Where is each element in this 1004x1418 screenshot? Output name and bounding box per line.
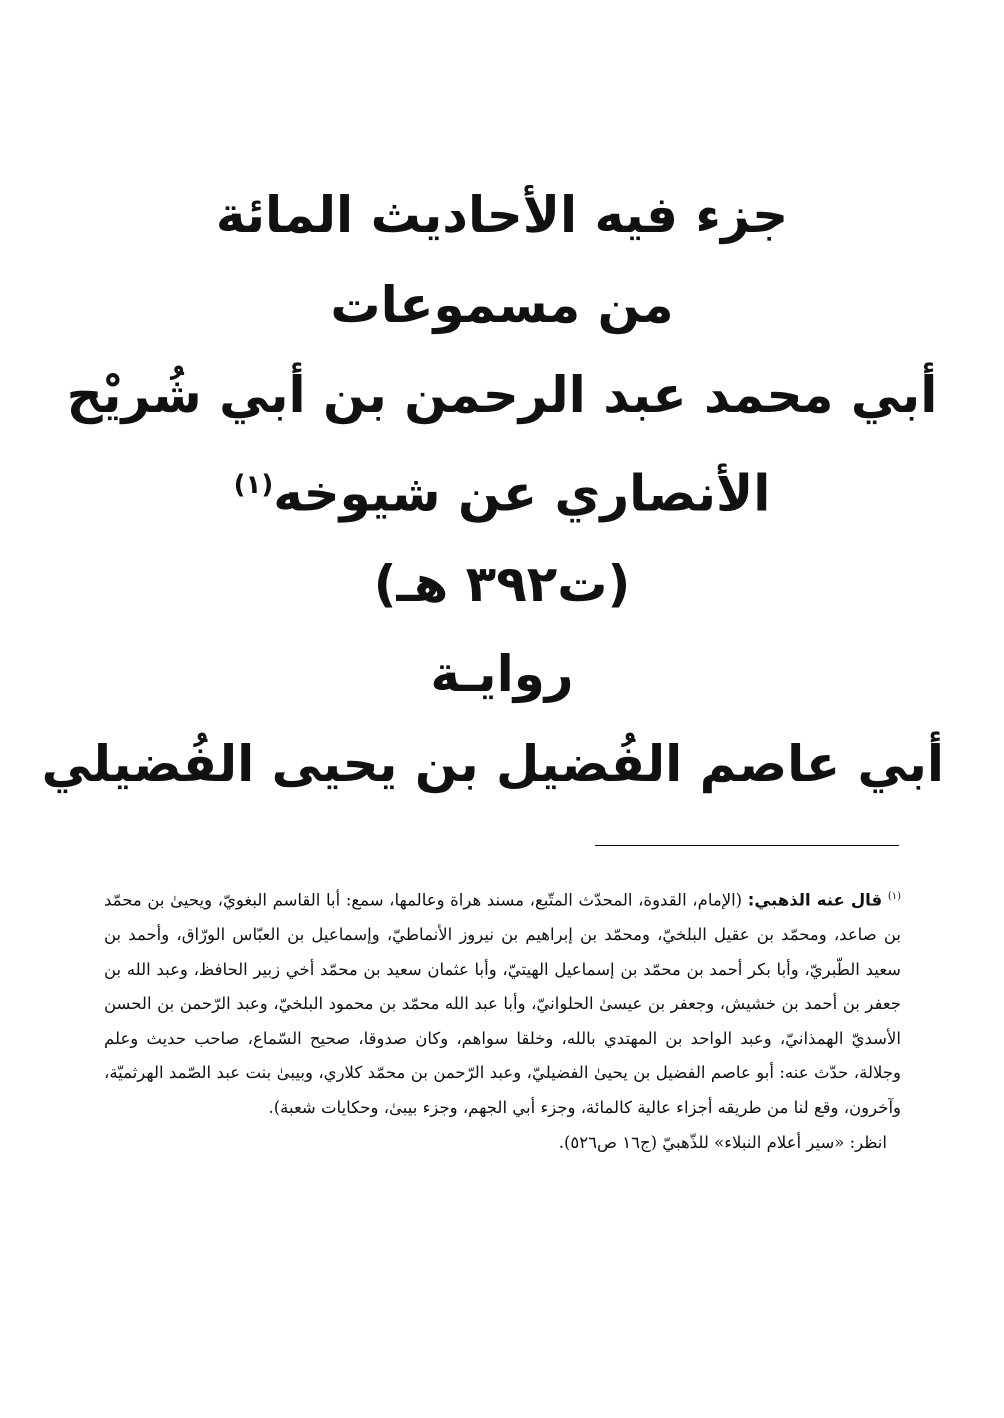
footnote-separator	[595, 845, 899, 846]
title-line-2: من مسموعات	[330, 276, 674, 334]
footnote-reference: انظر: «سير أعلام النبلاء» للذّهبيّ (ج١٦ ص٥٢٦).	[558, 1132, 887, 1152]
title-line-1: جزء فيه الأحاديث المائة	[215, 186, 789, 244]
footnote-body: (الإمام، القدوة، المحدّث المتّبع، مسند هراة وعالمها، سمع: أبا القاسم البغويّ، ويحيىٰ بن محمّد بن صاعد، ومحمّد بن عقيل البلخيّ، ومحمّد بن إبراهيم بن نيروز الأنماطيّ، وإسماعيل بن العبّاس الورّاق، وأحمد بن سعيد الطّبريّ، وأبا بكر أحمد بن محمّد بن إسماعيل الهيتيّ، وأبا عثمان سعيد بن محمّد أخي زبير الحافظ، وعبد الله بن جعفر بن أحمد بن خشيش، وجعفر بن عيسىٰ الحلوانيّ، وأبا عبد الله محمّد بن محمود البلخيّ، وعبد الرّحمن بن الحسن الأسديّ الهمذانيّ، وعبد الواحد بن المهتدي بالله، وخلقا سواهم، وكان صدوقا، صحيح السّماع، صاحب حديث وعلم وجلالة، حدّث عنه: أبو عاصم الفضيل بن يحيىٰ الفضيليّ، وعبد الرّحمن بن محمّد كلاري، وبيبىٰ بنت عبد الصّمد الهرثميّة، وآخرون، وقع لنا من طريقه أجزاء عالية كالمائة، وجزء أبي الجهم، وجزء بيبىٰ، وحكايات شعبة).	[104, 890, 901, 1118]
title-line-7: أبي عاصم الفُضيل بن يحيى الفُضيلي	[41, 734, 944, 793]
footnote	[104, 880, 901, 1160]
title-line-4-text: الأنصاري عن شيوخه	[273, 464, 771, 523]
footnote-marker: (١)	[887, 891, 901, 902]
title-line-6: روايـة	[430, 644, 574, 703]
footnote-lead: قال عنه الذهبي:	[747, 890, 883, 910]
title-footnote-marker: (١)	[233, 470, 274, 500]
title-line-4	[60, 440, 944, 539]
title-line-3: أبي محمد عبد الرحمن بن أبي شُريْح	[66, 366, 938, 424]
title-line-5: (ت٣٩٢ هـ)	[373, 554, 631, 613]
title-block	[41, 170, 944, 809]
